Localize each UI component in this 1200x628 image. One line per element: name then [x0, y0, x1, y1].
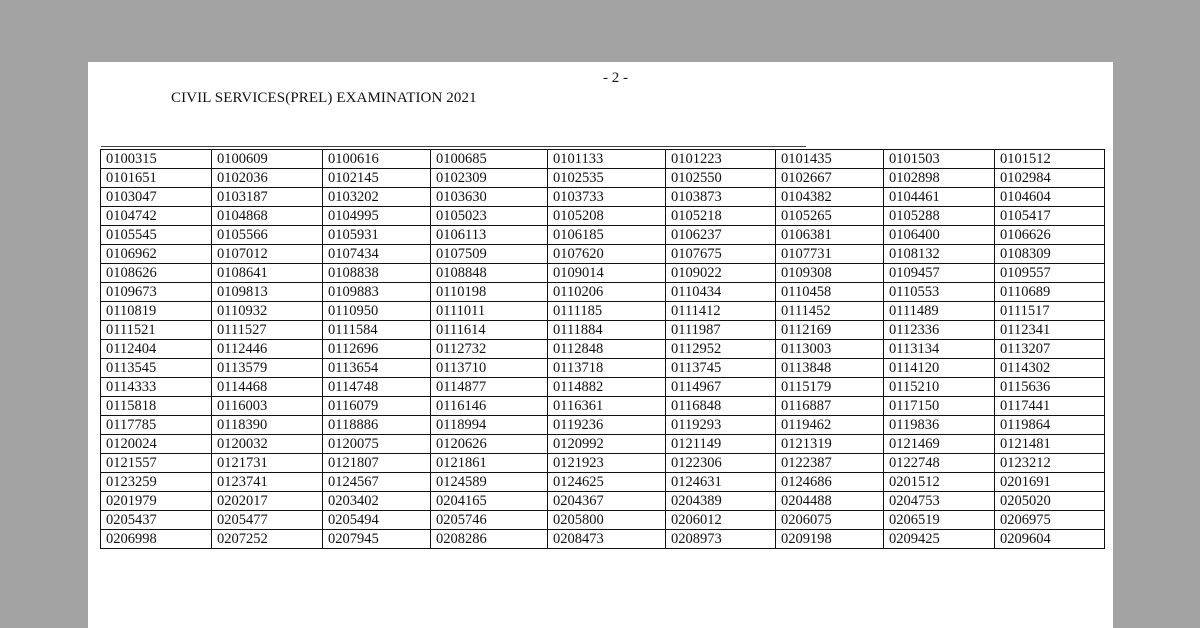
- roll-number-cell: 0105931: [323, 226, 431, 245]
- roll-number-cell: 0101512: [995, 150, 1105, 169]
- roll-number-cell: 0121469: [884, 435, 995, 454]
- roll-number-cell: 0111517: [995, 302, 1105, 321]
- roll-number-cell: 0110458: [776, 283, 884, 302]
- roll-number-cell: 0116887: [776, 397, 884, 416]
- table-row: [101, 245, 1105, 264]
- roll-number-cell: 0203402: [323, 492, 431, 511]
- roll-number-cell: 0105545: [101, 226, 212, 245]
- roll-number-cell: 0204165: [431, 492, 548, 511]
- roll-number-cell: 0119836: [884, 416, 995, 435]
- roll-number-cell: 0113654: [323, 359, 431, 378]
- roll-number-cell: 0209604: [995, 530, 1105, 549]
- roll-number-cell: 0117785: [101, 416, 212, 435]
- roll-number-cell: 0206012: [666, 511, 776, 530]
- roll-number-cell: 0108309: [995, 245, 1105, 264]
- roll-number-cell: 0110206: [548, 283, 666, 302]
- roll-number-cell: 0114302: [995, 359, 1105, 378]
- document-page: [88, 62, 1113, 628]
- roll-number-cell: 0116848: [666, 397, 776, 416]
- table-row: [101, 530, 1105, 549]
- roll-number-cell: 0120626: [431, 435, 548, 454]
- roll-number-cell: 0104604: [995, 188, 1105, 207]
- roll-number-cell: 0109022: [666, 264, 776, 283]
- roll-number-cell: 0206998: [101, 530, 212, 549]
- table-row: [101, 511, 1105, 530]
- roll-number-cell: 0113134: [884, 340, 995, 359]
- roll-number-cell: 0115179: [776, 378, 884, 397]
- roll-number-cell: 0113545: [101, 359, 212, 378]
- roll-number-cell: 0106113: [431, 226, 548, 245]
- roll-number-cell: 0204753: [884, 492, 995, 511]
- roll-number-cell: 0122387: [776, 454, 884, 473]
- roll-number-cell: 0120032: [212, 435, 323, 454]
- roll-number-cell: 0206075: [776, 511, 884, 530]
- roll-number-cell: 0120075: [323, 435, 431, 454]
- roll-number-cell: 0121319: [776, 435, 884, 454]
- roll-number-cell: 0114967: [666, 378, 776, 397]
- roll-number-cell: 0111412: [666, 302, 776, 321]
- roll-number-cell: 0119462: [776, 416, 884, 435]
- table-row: [101, 302, 1105, 321]
- roll-number-cell: 0106400: [884, 226, 995, 245]
- roll-number-cell: 0124567: [323, 473, 431, 492]
- roll-number-cell: 0105023: [431, 207, 548, 226]
- roll-number-cell: 0119864: [995, 416, 1105, 435]
- table-row: [101, 473, 1105, 492]
- roll-number-cell: 0121923: [548, 454, 666, 473]
- roll-number-cell: 0121481: [995, 435, 1105, 454]
- roll-number-cell: 0109813: [212, 283, 323, 302]
- roll-number-cell: 0119293: [666, 416, 776, 435]
- roll-number-cell: 0104995: [323, 207, 431, 226]
- roll-number-cell: 0123259: [101, 473, 212, 492]
- roll-number-cell: 0121149: [666, 435, 776, 454]
- roll-number-cell: 0113745: [666, 359, 776, 378]
- roll-number-cell: 0114882: [548, 378, 666, 397]
- roll-number-cell: 0108838: [323, 264, 431, 283]
- roll-number-cell: 0205477: [212, 511, 323, 530]
- roll-number-cell: 0103202: [323, 188, 431, 207]
- roll-number-cell: 0124686: [776, 473, 884, 492]
- roll-number-cell: 0100315: [101, 150, 212, 169]
- roll-number-cell: 0204488: [776, 492, 884, 511]
- roll-number-cell: 0112848: [548, 340, 666, 359]
- roll-number-cell: 0208973: [666, 530, 776, 549]
- roll-number-cell: 0122306: [666, 454, 776, 473]
- roll-number-cell: 0105566: [212, 226, 323, 245]
- roll-number-cell: 0111489: [884, 302, 995, 321]
- roll-number-cell: 0107434: [323, 245, 431, 264]
- roll-number-cell: 0208473: [548, 530, 666, 549]
- roll-number-cell: 0113207: [995, 340, 1105, 359]
- roll-number-cell: 0116361: [548, 397, 666, 416]
- roll-number-cell: 0107012: [212, 245, 323, 264]
- roll-number-cell: 0105218: [666, 207, 776, 226]
- roll-number-cell: 0107620: [548, 245, 666, 264]
- roll-number-cell: 0111987: [666, 321, 776, 340]
- roll-number-cell: 0108626: [101, 264, 212, 283]
- roll-number-cell: 0110950: [323, 302, 431, 321]
- roll-number-cell: 0201691: [995, 473, 1105, 492]
- roll-number-cell: 0111884: [548, 321, 666, 340]
- roll-number-cell: 0118886: [323, 416, 431, 435]
- roll-number-cell: 0124589: [431, 473, 548, 492]
- roll-number-cell: 0110434: [666, 283, 776, 302]
- roll-number-cell: 0109308: [776, 264, 884, 283]
- roll-number-cell: 0101223: [666, 150, 776, 169]
- roll-number-cell: 0107509: [431, 245, 548, 264]
- roll-number-cell: 0205494: [323, 511, 431, 530]
- roll-number-cell: 0116003: [212, 397, 323, 416]
- roll-number-cell: 0110198: [431, 283, 548, 302]
- roll-number-cell: 0106237: [666, 226, 776, 245]
- roll-number-cell: 0113003: [776, 340, 884, 359]
- roll-number-cell: 0201979: [101, 492, 212, 511]
- roll-number-cell: 0121861: [431, 454, 548, 473]
- table-row: [101, 264, 1105, 283]
- table-row: [101, 169, 1105, 188]
- roll-number-cell: 0115818: [101, 397, 212, 416]
- roll-number-cell: 0110819: [101, 302, 212, 321]
- roll-number-cell: 0106381: [776, 226, 884, 245]
- table-row: [101, 378, 1105, 397]
- roll-number-cell: 0110689: [995, 283, 1105, 302]
- roll-number-cell: 0108848: [431, 264, 548, 283]
- table-row: [101, 416, 1105, 435]
- roll-number-cell: 0121557: [101, 454, 212, 473]
- roll-number-cell: 0111011: [431, 302, 548, 321]
- header-rule: [101, 146, 806, 147]
- roll-number-cell: 0112732: [431, 340, 548, 359]
- roll-number-cell: 0104868: [212, 207, 323, 226]
- roll-number-cell: 0107675: [666, 245, 776, 264]
- roll-number-cell: 0205746: [431, 511, 548, 530]
- roll-number-cell: 0100609: [212, 150, 323, 169]
- roll-number-cell: 0100616: [323, 150, 431, 169]
- roll-number-cell: 0116146: [431, 397, 548, 416]
- table-row: [101, 321, 1105, 340]
- roll-number-cell: 0111185: [548, 302, 666, 321]
- roll-number-cell: 0103630: [431, 188, 548, 207]
- roll-number-cell: 0108132: [884, 245, 995, 264]
- roll-number-cell: 0101651: [101, 169, 212, 188]
- table-row: [101, 283, 1105, 302]
- roll-number-cell: 0106185: [548, 226, 666, 245]
- roll-number-cell: 0111614: [431, 321, 548, 340]
- roll-number-cell: 0117150: [884, 397, 995, 416]
- roll-number-cell: 0111452: [776, 302, 884, 321]
- roll-number-cell: 0109557: [995, 264, 1105, 283]
- roll-number-cell: 0123741: [212, 473, 323, 492]
- roll-number-cell: 0102984: [995, 169, 1105, 188]
- roll-number-cell: 0112169: [776, 321, 884, 340]
- roll-number-cell: 0110553: [884, 283, 995, 302]
- roll-number-cell: 0105265: [776, 207, 884, 226]
- table-row: [101, 207, 1105, 226]
- roll-number-cell: 0111527: [212, 321, 323, 340]
- roll-number-cell: 0121807: [323, 454, 431, 473]
- roll-number-cell: 0112336: [884, 321, 995, 340]
- roll-number-cell: 0120024: [101, 435, 212, 454]
- roll-number-cell: 0101435: [776, 150, 884, 169]
- roll-number-cell: 0105417: [995, 207, 1105, 226]
- table-row: [101, 188, 1105, 207]
- roll-number-table: [100, 149, 1105, 549]
- roll-number-cell: 0113718: [548, 359, 666, 378]
- roll-number-cell: 0208286: [431, 530, 548, 549]
- roll-number-cell: 0209198: [776, 530, 884, 549]
- roll-number-cell: 0201512: [884, 473, 995, 492]
- table-row: [101, 359, 1105, 378]
- roll-number-cell: 0102036: [212, 169, 323, 188]
- roll-number-cell: 0114120: [884, 359, 995, 378]
- roll-number-cell: 0114333: [101, 378, 212, 397]
- roll-number-cell: 0104742: [101, 207, 212, 226]
- table-row: [101, 226, 1105, 245]
- roll-number-cell: 0106962: [101, 245, 212, 264]
- roll-number-cell: 0121731: [212, 454, 323, 473]
- roll-number-cell: 0113579: [212, 359, 323, 378]
- roll-number-cell: 0112404: [101, 340, 212, 359]
- roll-number-cell: 0113710: [431, 359, 548, 378]
- roll-number-cell: 0112696: [323, 340, 431, 359]
- roll-number-cell: 0104461: [884, 188, 995, 207]
- roll-number-cell: 0204367: [548, 492, 666, 511]
- roll-number-cell: 0102145: [323, 169, 431, 188]
- roll-number-cell: 0118994: [431, 416, 548, 435]
- roll-number-cell: 0112341: [995, 321, 1105, 340]
- table-row: [101, 492, 1105, 511]
- roll-number-cell: 0119236: [548, 416, 666, 435]
- roll-number-cell: 0205437: [101, 511, 212, 530]
- roll-number-cell: 0120992: [548, 435, 666, 454]
- roll-number-cell: 0124631: [666, 473, 776, 492]
- roll-number-cell: 0102550: [666, 169, 776, 188]
- roll-number-cell: 0108641: [212, 264, 323, 283]
- roll-number-cell: 0104382: [776, 188, 884, 207]
- document-title: CIVIL SERVICES(PREL) EXAMINATION 2021: [171, 90, 477, 106]
- roll-number-cell: 0102535: [548, 169, 666, 188]
- roll-number-cell: 0114748: [323, 378, 431, 397]
- roll-number-cell: 0117441: [995, 397, 1105, 416]
- table-row: [101, 150, 1105, 169]
- roll-number-cell: 0122748: [884, 454, 995, 473]
- table-row: [101, 397, 1105, 416]
- roll-number-cell: 0106626: [995, 226, 1105, 245]
- roll-number-cell: 0115210: [884, 378, 995, 397]
- roll-number-cell: 0114468: [212, 378, 323, 397]
- roll-number-cell: 0205800: [548, 511, 666, 530]
- roll-number-cell: 0109457: [884, 264, 995, 283]
- roll-number-cell: 0105208: [548, 207, 666, 226]
- roll-number-cell: 0112446: [212, 340, 323, 359]
- roll-number-cell: 0107731: [776, 245, 884, 264]
- roll-number-cell: 0109673: [101, 283, 212, 302]
- roll-number-cell: 0111584: [323, 321, 431, 340]
- roll-number-cell: 0204389: [666, 492, 776, 511]
- roll-number-cell: 0116079: [323, 397, 431, 416]
- roll-number-cell: 0113848: [776, 359, 884, 378]
- roll-number-cell: 0103187: [212, 188, 323, 207]
- roll-number-cell: 0105288: [884, 207, 995, 226]
- roll-number-cell: 0111521: [101, 321, 212, 340]
- table-row: [101, 454, 1105, 473]
- roll-number-cell: 0205020: [995, 492, 1105, 511]
- roll-number-cell: 0115636: [995, 378, 1105, 397]
- roll-number-cell: 0206519: [884, 511, 995, 530]
- roll-number-cell: 0123212: [995, 454, 1105, 473]
- roll-number-cell: 0103873: [666, 188, 776, 207]
- roll-number-cell: 0100685: [431, 150, 548, 169]
- table-row: [101, 340, 1105, 359]
- table-row: [101, 435, 1105, 454]
- roll-number-cell: 0114877: [431, 378, 548, 397]
- roll-number-cell: 0103047: [101, 188, 212, 207]
- page-number: - 2 -: [603, 70, 628, 86]
- roll-number-cell: 0124625: [548, 473, 666, 492]
- roll-number-cell: 0102898: [884, 169, 995, 188]
- roll-number-cell: 0101133: [548, 150, 666, 169]
- roll-number-cell: 0102309: [431, 169, 548, 188]
- roll-number-cell: 0102667: [776, 169, 884, 188]
- roll-number-cell: 0109883: [323, 283, 431, 302]
- roll-number-cell: 0209425: [884, 530, 995, 549]
- roll-number-cell: 0202017: [212, 492, 323, 511]
- roll-number-cell: 0110932: [212, 302, 323, 321]
- roll-number-cell: 0118390: [212, 416, 323, 435]
- roll-number-cell: 0207252: [212, 530, 323, 549]
- roll-number-cell: 0206975: [995, 511, 1105, 530]
- roll-number-cell: 0207945: [323, 530, 431, 549]
- roll-number-cell: 0112952: [666, 340, 776, 359]
- roll-number-cell: 0101503: [884, 150, 995, 169]
- roll-number-cell: 0109014: [548, 264, 666, 283]
- roll-number-cell: 0103733: [548, 188, 666, 207]
